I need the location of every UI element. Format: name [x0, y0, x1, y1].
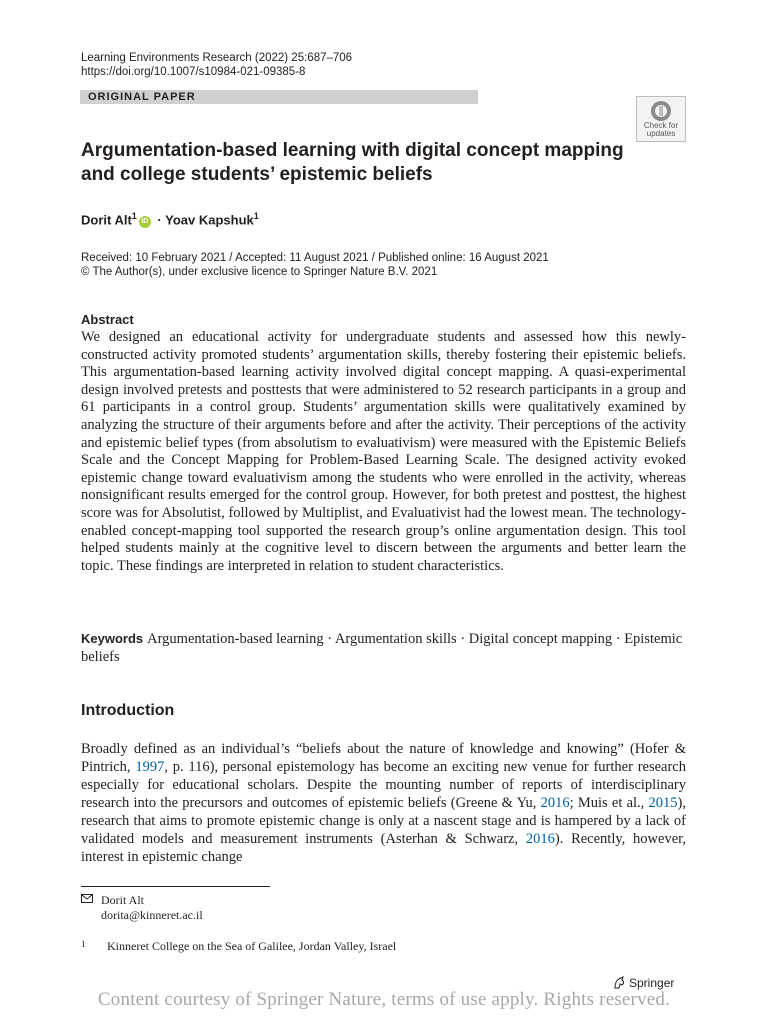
affiliation-text: Kinneret College on the Sea of Galilee, Jordan Valley, Israel — [107, 939, 397, 953]
history-dates: Received: 10 February 2021 / Accepted: 11 August 2021 / Published online: 16 August 2021 — [81, 252, 549, 264]
publication-dates — [81, 251, 549, 279]
author-list — [81, 208, 259, 228]
intro-text: ), research that aims to promote epistemic change is only at a nascent stage and is hampered by a lack of validated models and measurement instruments (Asterhan & Schwarz, — [81, 795, 686, 847]
crossmark-icon — [650, 100, 672, 122]
author-name[interactable]: Yoav Kapshuk — [165, 212, 254, 228]
publisher-name: Springer — [629, 976, 675, 990]
article-type-badge: ORIGINAL PAPER — [80, 90, 478, 104]
copyright-line: © The Author(s), under exclusive licence to Springer Nature B.V. 2021 — [81, 266, 438, 278]
envelope-icon — [81, 893, 101, 908]
keywords-label: Keywords — [81, 631, 144, 646]
author-separator: · — [153, 212, 166, 228]
introduction-heading: Introduction — [81, 702, 175, 719]
citation-link[interactable]: 2016 — [540, 795, 570, 811]
citation-link[interactable]: 2015 — [648, 795, 678, 811]
corresponding-name: Dorit Alt — [101, 893, 145, 907]
keywords-block — [81, 630, 686, 666]
affiliation-footnote — [81, 937, 396, 954]
citation-link[interactable]: 2016 — [525, 831, 555, 847]
corresponding-author — [81, 893, 203, 923]
abstract-text: We designed an educational activity for undergraduate students and assessed how this newly-constructed activity promoted students’ argumentation skills, thereby fostering their epistemic beliefs. This argumentation-based learning activity involved digital concept mapping. A quasi-experimental design involved pretests and posttests that were administered to 52 research participants in a group and 61 participants in a control group. Students’ argumentation skills were qualitatively examined by analyzing the structure of their arguments before and after the activity. Their perceptions of the activity and epistemic belief types (from absolutism to evaluativism) were measured with the Epistemic Beliefs Scale and the Concept Mapping for Problem-Based Learning Scale. The designed activity evoked epistemic change toward evaluativism among the students who were enrolled in the activity, whereas nonsignificant results emerged for the control group. However, for both pretest and posttest, the highest score was for Absolutist, followed by Multiplist, and Evaluativist had the lowest mean. The technology-enabled concept-mapping tool supported the research group’s online argumentation design. This tool helped students mainly at the cognitive level to discern between the arguments and better learn the topic. These findings are interpreted in relation to student characteristics. — [81, 329, 686, 574]
courtesy-watermark: Content courtesy of Springer Nature, terms of use apply. Rights reserved. — [97, 989, 671, 1010]
crossmark-label-2: updates — [646, 129, 676, 138]
orcid-icon[interactable]: iD — [139, 216, 151, 228]
journal-header — [81, 51, 352, 79]
author-affil-sup: 1 — [131, 211, 137, 221]
doi-link[interactable]: https://doi.org/10.1007/s10984-021-09385-8 — [81, 66, 306, 78]
affiliation-number: 1 — [81, 939, 86, 949]
intro-text: ). Recently, however, interest in epistemic change — [81, 831, 686, 865]
footnote-divider — [81, 886, 270, 887]
abstract-heading: Abstract — [81, 312, 134, 327]
introduction-paragraph — [81, 740, 686, 866]
article-title: Argumentation-based learning with digital concept mapping and college students’ epistemic beliefs — [81, 140, 624, 185]
citation-link[interactable]: 1997 — [135, 759, 165, 775]
journal-citation: Learning Environments Research (2022) 25:687–706 — [81, 52, 353, 64]
keywords-text: Argumentation-based learning · Argumentation skills · Digital concept mapping · Epistemic beliefs — [81, 631, 683, 665]
author-name[interactable]: Dorit Alt — [81, 212, 132, 228]
check-for-updates-button[interactable] — [636, 96, 686, 142]
author-affil-sup: 1 — [253, 211, 259, 221]
intro-text: , p. 116), personal epistemology has become an exciting new venue for further research especially for educational scholars. Despite the mounting number of reports of interdisciplinary research into the precursors and outcomes of epistemic beliefs (Greene & Yu, — [81, 759, 686, 811]
corresponding-email[interactable]: dorita@kinneret.ac.il — [101, 908, 203, 922]
crossmark-label-1: Check for — [643, 121, 679, 130]
intro-text: Broadly defined as an individual’s “beliefs about the nature of knowledge and knowing” (Hofer & Pintrich, — [81, 741, 686, 775]
intro-text: ; Muis et al., — [569, 795, 649, 811]
